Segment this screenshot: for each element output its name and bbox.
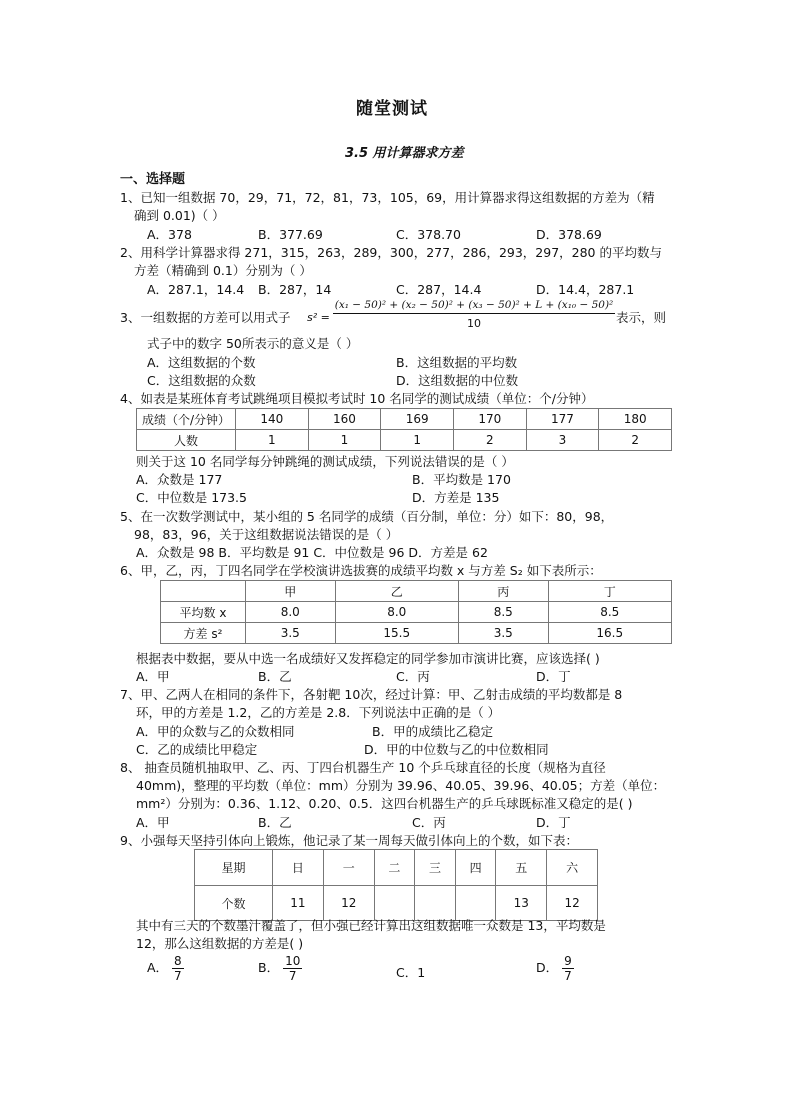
q6-stem-cont: 根据表中数据，要从中选一名成绩好又发挥稳定的同学参加市演讲比赛，应该选择( ) — [136, 651, 600, 666]
q9-option-c: C．1 — [396, 965, 426, 980]
q8-stem-cont: 40mm)，整理的平均数（单位：mm）分别为 39.96、40.05、39.96、40.05；方差（单位： — [136, 778, 666, 793]
table-cell: 一 — [323, 850, 374, 886]
q6-option-a: A．甲 — [136, 669, 170, 684]
q6-table — [160, 580, 672, 644]
q1-option-b: B．377.69 — [258, 227, 323, 242]
fraction — [172, 954, 184, 983]
q8-stem-cont-2: mm²）分别为：0.36、1.12、0.20、0.5．这四台机器生产的乒乓球既标准又稳定的是( ) — [136, 796, 633, 811]
q2-stem: 2、用科学计算器求得 271，315，263，289，300，277，286，293，297，280 的平均数与 — [120, 245, 662, 260]
table-cell: 11 — [273, 886, 324, 921]
q4-option-d: D．方差是 135 — [412, 490, 500, 505]
table-cell: 170 — [453, 409, 526, 430]
q2-option-a: A．287.1，14.4 — [147, 282, 245, 297]
q8-option-d: D．丁 — [536, 815, 571, 830]
q2-stem-cont: 方差（精确到 0.1）分别为（ ） — [134, 263, 312, 278]
table-cell — [161, 581, 246, 602]
table-cell: 日 — [273, 850, 324, 886]
table-cell: 六 — [547, 850, 598, 886]
table-cell: 169 — [381, 409, 454, 430]
q1-option-c: C．378.70 — [396, 227, 461, 242]
q9-table — [194, 849, 598, 921]
q1-option-d: D．378.69 — [536, 227, 602, 242]
table-cell — [374, 886, 415, 921]
q9-stem-cont: 其中有三天的个数墨汁覆盖了，但小强已经计算出这组数据唯一众数是 13，平均数是 — [136, 918, 606, 933]
q7-option-d: D．甲的中位数与乙的中位数相同 — [364, 742, 549, 757]
q8-stem: 8、 抽查员随机抽取甲、乙、丙、丁四台机器生产 10 个乒乓球直径的长度（规格为直径 — [120, 760, 606, 775]
table-cell: 成绩（个/分钟） — [137, 409, 236, 430]
q9-option-d — [536, 954, 574, 983]
q4-option-c: C．中位数是 173.5 — [136, 490, 247, 505]
q2-option-d: D．14.4，287.1 — [536, 282, 635, 297]
page-subtitle: 3.5 用计算器求方差 — [345, 146, 464, 161]
table-cell: 3.5 — [458, 623, 548, 644]
table-row — [137, 430, 672, 451]
table-cell: 星期 — [195, 850, 273, 886]
table-cell: 16.5 — [548, 623, 672, 644]
q3-variance-symbol: s² = — [307, 311, 330, 324]
q6-stem: 6、甲，乙，丙，丁四名同学在学校演讲选拔赛的成绩平均数 x 与方差 S₂ 如下表所示： — [120, 563, 602, 578]
table-cell: 丁 — [548, 581, 672, 602]
q7-stem: 7、甲、乙两人在相同的条件下，各射靶 10次，经过计算：甲、乙射击成绩的平均数都是 8 — [120, 687, 623, 702]
q8-option-a: A．甲 — [136, 815, 170, 830]
table-cell: 160 — [308, 409, 381, 430]
table-row — [161, 581, 672, 602]
q2-option-c: C．287，14.4 — [396, 282, 482, 297]
fraction — [283, 954, 302, 983]
q7-option-b: B．甲的成绩比乙稳定 — [372, 724, 494, 739]
q1-option-a: A．378 — [147, 227, 192, 242]
q1-stem-cont: 确到 0.01)（ ） — [134, 208, 225, 223]
denominator: 7 — [174, 969, 182, 983]
q6-option-c: C．丙 — [396, 669, 430, 684]
page-title: 随堂测试 — [356, 99, 428, 119]
table-cell: 三 — [415, 850, 456, 886]
q9-stem-cont-2: 12，那么这组数据的方差是( ) — [136, 936, 304, 951]
denominator: 7 — [288, 969, 297, 983]
numerator: 9 — [564, 954, 572, 968]
table-cell: 甲 — [246, 581, 336, 602]
table-cell: 1 — [381, 430, 454, 451]
q3-stem-cont: 式子中的数字 50所表示的意义是（ ） — [147, 336, 359, 351]
q4-stem-cont: 则关于这 10 名同学每分钟跳绳的测试成绩，下列说法错误的是（ ） — [136, 454, 514, 469]
q9-option-a — [147, 954, 184, 983]
q6-option-b: B．乙 — [258, 669, 292, 684]
q9-option-b — [258, 954, 302, 983]
table-cell — [455, 886, 496, 921]
q8-option-c: C．丙 — [412, 815, 446, 830]
table-cell: 平均数 x — [161, 602, 246, 623]
q1-stem: 1、已知一组数据 70，29，71，72，81，73，105，69，用计算器求得这组数据的方差为（精 — [120, 190, 655, 205]
table-cell: 13 — [496, 886, 547, 921]
q3-stem-suffix: 表示，则 — [616, 310, 667, 325]
q3-option-d: D．这组数据的中位数 — [396, 373, 519, 388]
table-cell: 个数 — [195, 886, 273, 921]
option-label: D． — [536, 960, 559, 975]
table-cell: 8.5 — [548, 602, 672, 623]
q4-option-b: B．平均数是 170 — [412, 472, 511, 487]
table-cell: 2 — [453, 430, 526, 451]
table-row — [161, 623, 672, 644]
table-cell: 8.0 — [246, 602, 336, 623]
option-label: A． — [147, 960, 169, 975]
denominator: 7 — [564, 969, 572, 983]
q3-formula-numerator: (x₁ − 50)² + (x₂ − 50)² + (x₃ − 50)² + L + (x₁₀ − 50)² — [333, 298, 615, 314]
q3-option-b: B．这组数据的平均数 — [396, 355, 518, 370]
table-cell: 二 — [374, 850, 415, 886]
fraction — [562, 954, 574, 983]
numerator: 10 — [285, 954, 301, 968]
q4-table — [136, 408, 672, 451]
q5-stem: 5、在一次数学测试中，某小组的 5 名同学的成绩（百分制，单位：分）如下：80，98， — [120, 509, 614, 524]
option-label: B． — [258, 960, 280, 975]
numerator: 8 — [174, 954, 182, 968]
table-cell: 8.0 — [335, 602, 458, 623]
q7-stem-cont: 环，甲的方差是 1.2，乙的方差是 2.8．下列说法中正确的是（ ） — [136, 705, 501, 720]
table-row — [161, 602, 672, 623]
table-cell: 12 — [323, 886, 374, 921]
table-cell: 180 — [599, 409, 672, 430]
q7-option-a: A．甲的众数与乙的众数相同 — [136, 724, 295, 739]
q3-option-c: C．这组数据的众数 — [147, 373, 256, 388]
q3-stem: 3、一组数据的方差可以用式子 — [120, 310, 291, 325]
q4-stem: 4、如表是某班体育考试跳绳项目模拟考试时 10 名同学的测试成绩（单位：个/分钟） — [120, 391, 594, 406]
q5-options: A．众数是 98 B．平均数是 91 C．中位数是 96 D．方差是 62 — [136, 545, 488, 560]
table-cell: 140 — [236, 409, 309, 430]
table-cell: 四 — [455, 850, 496, 886]
table-cell: 丙 — [458, 581, 548, 602]
table-row — [195, 886, 598, 921]
q6-option-d: D．丁 — [536, 669, 571, 684]
q8-option-b: B．乙 — [258, 815, 292, 830]
table-cell: 1 — [308, 430, 381, 451]
table-cell: 8.5 — [458, 602, 548, 623]
table-cell: 3.5 — [246, 623, 336, 644]
table-row — [137, 409, 672, 430]
q4-option-a: A．众数是 177 — [136, 472, 223, 487]
q3-option-a: A．这组数据的个数 — [147, 355, 256, 370]
table-cell — [415, 886, 456, 921]
q3-formula-denominator: 10 — [467, 317, 481, 330]
q5-stem-cont: 98，83，96，关于这组数据说法错误的是（ ） — [134, 527, 399, 542]
q2-option-b: B．287，14 — [258, 282, 332, 297]
table-cell: 方差 s² — [161, 623, 246, 644]
q7-option-c: C．乙的成绩比甲稳定 — [136, 742, 258, 757]
table-row — [195, 850, 598, 886]
table-cell: 12 — [547, 886, 598, 921]
section-heading: 一、选择题 — [120, 172, 186, 187]
table-cell: 人数 — [137, 430, 236, 451]
table-cell: 乙 — [335, 581, 458, 602]
table-cell: 2 — [599, 430, 672, 451]
table-cell: 3 — [526, 430, 599, 451]
table-cell: 1 — [236, 430, 309, 451]
q9-stem: 9、小强每天坚持引体向上锻炼，他记录了某一周每天做引体向上的个数，如下表： — [120, 833, 578, 848]
table-cell: 五 — [496, 850, 547, 886]
table-cell: 177 — [526, 409, 599, 430]
table-cell: 15.5 — [335, 623, 458, 644]
